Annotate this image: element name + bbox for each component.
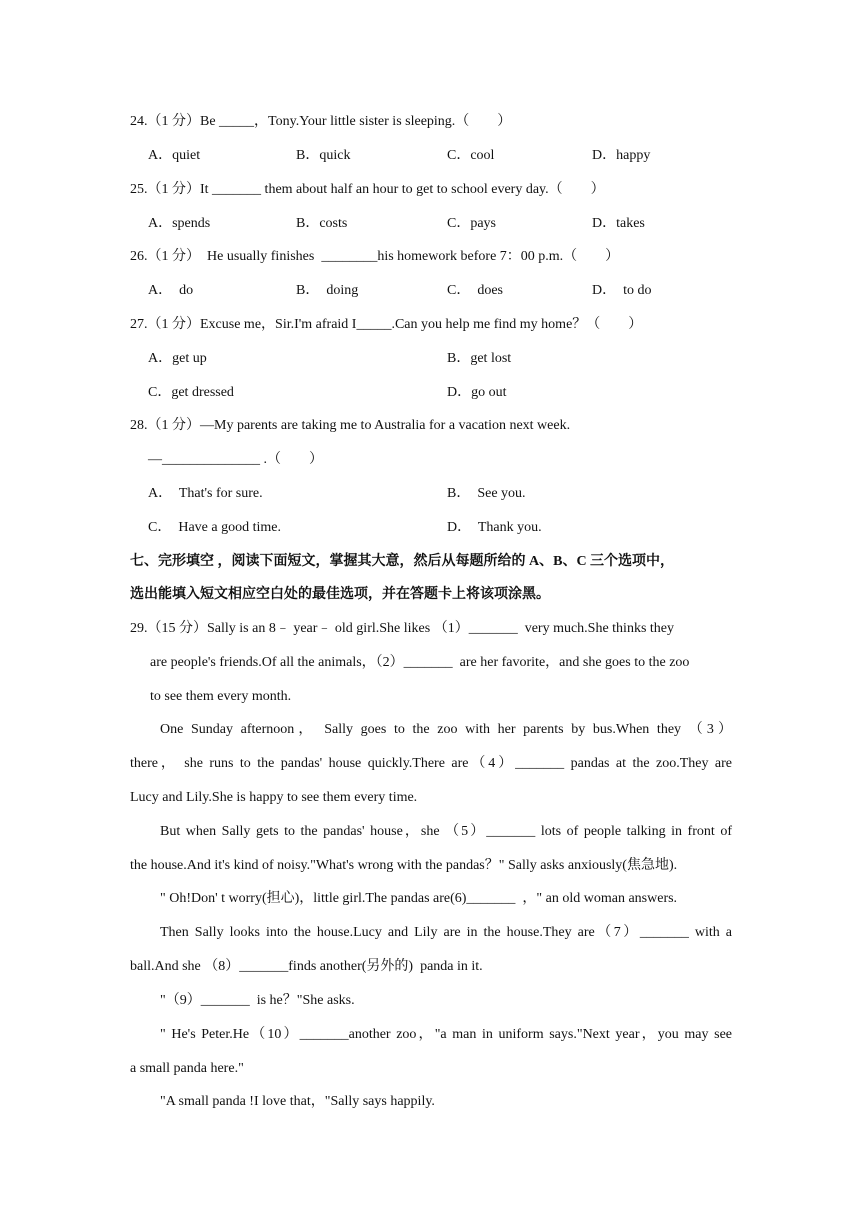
- question-24-option-a: A．quiet: [148, 148, 201, 163]
- question-24-option-d: D．happy: [592, 148, 651, 163]
- question-26-option-b: B． doing: [296, 283, 359, 298]
- passage-line-13: " He's Peter.He（10）_______another zoo，"a man in uniform says."Next year，you may see: [160, 1027, 732, 1042]
- passage-line-5: there， she runs to the pandas' house quickly.There are（4）_______ pandas at the zoo.They are: [130, 756, 732, 771]
- section-7-instructions-line-2: 选出能填入短文相应空白处的最佳选项，并在答题卡上将该项涂黑。: [130, 587, 550, 602]
- passage-line-1: 29.（15 分）Sally is an 8﹣ year﹣ old girl.She likes （1）_______ very much.She thinks they: [130, 621, 675, 636]
- question-28-option-b: B． See you.: [447, 486, 526, 501]
- question-25-option-a: A．spends: [148, 216, 211, 231]
- question-25-stem: 25.（1 分）It _______ them about half an hour to get to school every day.（ ）: [130, 182, 605, 197]
- passage-line-2: are people's friends.Of all the animals，（2）_______ are her favorite，and she goes to the zoo: [150, 655, 690, 670]
- question-26-option-c: C． does: [447, 283, 503, 298]
- passage-line-12: "（9）_______ is he？"She asks.: [160, 993, 355, 1008]
- question-27-option-a: A．get up: [148, 351, 207, 366]
- passage-line-4: One Sunday afternoon， Sally goes to the zoo with her parents by bus.When they （3）: [160, 722, 732, 737]
- question-28-response-line: —______________ .（ ）: [148, 452, 323, 467]
- question-28-stem: 28.（1 分）—My parents are taking me to Australia for a vacation next week.: [130, 418, 571, 433]
- question-27-option-d: D．go out: [447, 385, 507, 400]
- question-26-option-a: A． do: [148, 283, 194, 298]
- passage-line-6: Lucy and Lily.She is happy to see them every time.: [130, 790, 418, 805]
- question-25-option-d: D．takes: [592, 216, 645, 231]
- passage-line-11: ball.And she （8）_______finds another(另外的) panda in it.: [130, 959, 483, 974]
- question-24-option-c: C．cool: [447, 148, 495, 163]
- passage-line-14: a small panda here.": [130, 1061, 244, 1076]
- passage-line-9: " Oh!Don' t worry(担心)，little girl.The pandas are(6)_______ ，" an old woman answers.: [160, 891, 678, 906]
- passage-line-7: But when Sally gets to the pandas' house，she （5）_______ lots of people talking in front of: [160, 824, 732, 839]
- question-27-option-b: B．get lost: [447, 351, 512, 366]
- question-25-option-b: B．costs: [296, 216, 348, 231]
- question-28-option-c: C． Have a good time.: [148, 520, 281, 535]
- question-26-option-d: D． to do: [592, 283, 652, 298]
- question-26-stem: 26.（1 分） He usually finishes ________his homework before 7：00 p.m.（ ）: [130, 249, 620, 264]
- question-24-option-b: B．quick: [296, 148, 351, 163]
- question-24-stem: 24.（1 分）Be _____，Tony.Your little sister is sleeping.（ ）: [130, 114, 512, 129]
- passage-line-3: to see them every month.: [150, 689, 292, 704]
- passage-line-10: Then Sally looks into the house.Lucy and Lily are in the house.They are（7）_______ with a: [160, 925, 732, 940]
- passage-line-8: the house.And it's kind of noisy."What's wrong with the pandas？" Sally asks anxiously(焦急地).: [130, 858, 678, 873]
- question-27-option-c: C．get dressed: [148, 385, 234, 400]
- section-7-instructions-line-1: 七、完形填空 ，阅读下面短文，掌握其大意，然后从每题所给的 A、B、C 三个选项中，: [130, 554, 675, 569]
- question-27-stem: 27.（1 分）Excuse me，Sir.I'm afraid I_____.Can you help me find my home？（ ）: [130, 317, 643, 332]
- question-25-option-c: C．pays: [447, 216, 496, 231]
- question-28-option-a: A． That's for sure.: [148, 486, 263, 501]
- question-28-option-d: D． Thank you.: [447, 520, 542, 535]
- passage-line-15: "A small panda !I love that，"Sally says happily.: [160, 1094, 435, 1109]
